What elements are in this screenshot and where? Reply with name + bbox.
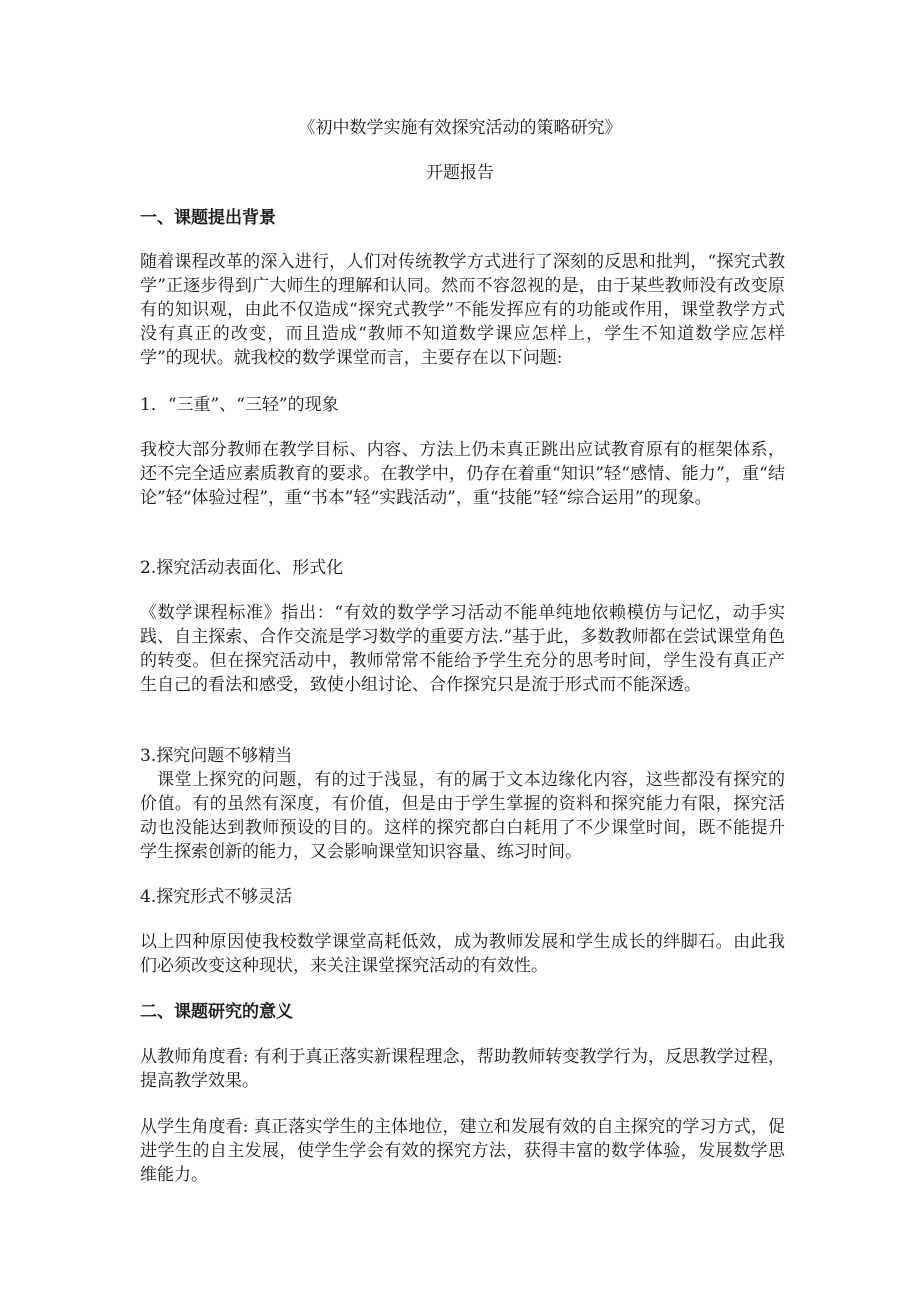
item-1-body: 我校大部分教师在教学目标、内容、方法上仍未真正跳出应试教育原有的框架体系，还不完全适应素质教育的要求。在教学中，仍存在着重“知识”轻“感情、能力”，重“结论”轻“体验过程”，重“书本”轻“实践活动”，重“技能”轻“综合运用”的现象。	[140, 440, 785, 508]
document-title: 《初中数学实施有效探究活动的策略研究》	[298, 118, 622, 138]
teacher-perspective: 从教师角度看: 有利于真正落实新课程理念，帮助教师转变教学行为，反思教学过程，提高教学效果。	[140, 1047, 785, 1091]
section-1-heading: 一、课题提出背景	[140, 208, 276, 228]
item-4-title: 4.探究形式不够灵活	[140, 887, 293, 907]
item-1-title: 1．“三重”、“三轻”的现象	[140, 395, 339, 415]
document-subtitle: 开题报告	[426, 163, 494, 183]
item-3-title: 3.探究问题不够精当	[140, 746, 293, 766]
section-2-heading: 二、课题研究的意义	[140, 1002, 293, 1022]
section-1-intro: 随着课程改革的深入进行，人们对传统教学方式进行了深刻的反思和批判，“探究式教学”正逐步得到广大师生的理解和认同。然而不容忽视的是，由于某些教师没有改变原有的知识观，由此不仅造成“探究式教学”不能发挥应有的功能或作用，课堂教学方式没有真正的改变，而且造成“教师不知道数学课应怎样上，学生不知道数学应怎样学”的现状。就我校的数学课堂而言，主要存在以下问题:	[140, 252, 785, 368]
item-2-title: 2.探究活动表面化、形式化	[140, 558, 344, 578]
student-perspective: 从学生角度看: 真正落实学生的主体地位，建立和发展有效的自主探究的学习方式，促进学生的自主发展，使学生学会有效的探究方法，获得丰富的数学体验，发展数学思维能力。	[140, 1117, 785, 1185]
item-2-body: 《数学课程标准》指出：“有效的数学学习活动不能单纯地依赖模仿与记忆，动手实践、自主探索、合作交流是学习数学的重要方法.”基于此，多数教师都在尝试课堂角色的转变。但在探究活动中，教师常常不能给予学生充分的思考时间，学生没有真正产生自己的看法和感受，致使小组讨论、合作探究只是流于形式而不能深透。	[140, 603, 785, 695]
item-3-body: 课堂上探究的问题，有的过于浅显，有的属于文本边缘化内容，这些都没有探究的价值。有的虽然有深度，有价值，但是由于学生掌握的资料和探究能力有限，探究活动也没能达到教师预设的目的。这样的探究都白白耗用了不少课堂时间，既不能提升学生探索创新的能力，又会影响课堂知识容量、练习时间。	[140, 770, 785, 862]
section-1-conclusion: 以上四种原因使我校数学课堂高耗低效，成为教师发展和学生成长的绊脚石。由此我们必须改变这种现状，来关注课堂探究活动的有效性。	[140, 932, 785, 976]
